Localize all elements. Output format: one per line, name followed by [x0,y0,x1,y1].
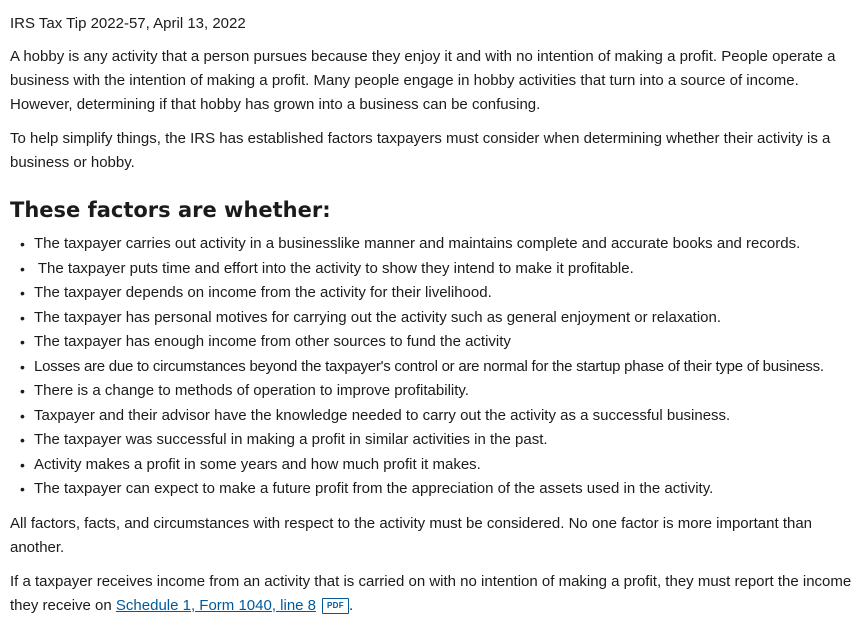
closing-paragraph-1: All factors, facts, and circumstances with respect to the activity must be considered. No one factor is more important than another. [10,514,813,556]
list-item [20,379,852,404]
bullet-icon: • [20,407,25,424]
bullet-icon: • [20,358,25,375]
list-item [20,477,852,502]
list-item-text: The taxpayer depends on income from the activity for their livelihood. [34,284,492,301]
factors-heading: These factors are whether: [10,198,331,222]
bullet-icon: • [20,481,25,497]
closing-paragraph-text: If a taxpayer receives income from an activity that is carried on with no intention of making a profit, they must report the income they receive on [10,572,852,614]
tax-tip-meta: IRS Tax Tip 2022-57, April 13, 2022 [10,15,246,32]
list-item-text: The taxpayer carries out activity in a businesslike manner and maintains complete and accurate books and records. [34,235,801,252]
bullet-icon: • [20,285,25,301]
pdf-badge-icon: PDF [322,598,349,614]
list-item-text: The taxpayer has personal motives for carrying out the activity such as general enjoyment or relaxation. [34,308,722,326]
intro-paragraph-2: To help simplify things, the IRS has established factors taxpayers must consider when determining whether their activity is a business or hobby. [10,130,831,171]
list-item [20,306,852,331]
list-item [20,330,852,355]
bullet-icon: • [20,456,25,473]
list-item-text: The taxpayer was successful in making a profit in similar activities in the past. [34,431,548,448]
closing-paragraph-end: . [348,596,354,614]
intro-paragraph-1: A hobby is any activity that a person pursues because they enjoy it and with no intention of making a profit. People operate a business with the intention of making a profit. Many people engage in hobby activities that turn into a source of income. However, determining if that hobby has grown into a business can be confusing. [10,48,836,113]
bullet-icon: • [20,383,25,399]
list-item-text: Taxpayer and their advisor have the knowledge needed to carry out the activity as a successful business. [34,406,731,424]
list-item [20,453,852,478]
list-item [20,404,852,429]
list-item-text: The taxpayer has enough income from other sources to fund the activity [34,333,511,350]
list-item-text: There is a change to methods of operation to improve profitability. [34,382,469,399]
list-item [20,281,852,306]
list-item [20,232,852,257]
list-item [20,257,852,282]
factors-list [10,232,852,502]
list-item-text: The taxpayer can expect to make a future profit from the appreciation of the assets used in the activity. [34,480,714,497]
bullet-icon: • [20,309,25,326]
list-item [20,428,852,453]
list-item-text: The taxpayer puts time and effort into the activity to show they intend to make it profitable. [34,259,634,277]
list-item [20,355,852,380]
bullet-icon: • [20,432,25,448]
closing-paragraph-2 [10,570,852,618]
bullet-icon: • [20,236,25,252]
list-item-text: Activity makes a profit in some years and how much profit it makes. [34,455,481,473]
bullet-icon: • [20,334,25,350]
list-item-text: Losses are due to circumstances beyond the taxpayer's control or are normal for the startup phase of their type of business. [34,357,824,375]
bullet-icon: • [20,260,25,277]
schedule-1-form-1040-link[interactable]: Schedule 1, Form 1040, line 8 [115,596,317,614]
